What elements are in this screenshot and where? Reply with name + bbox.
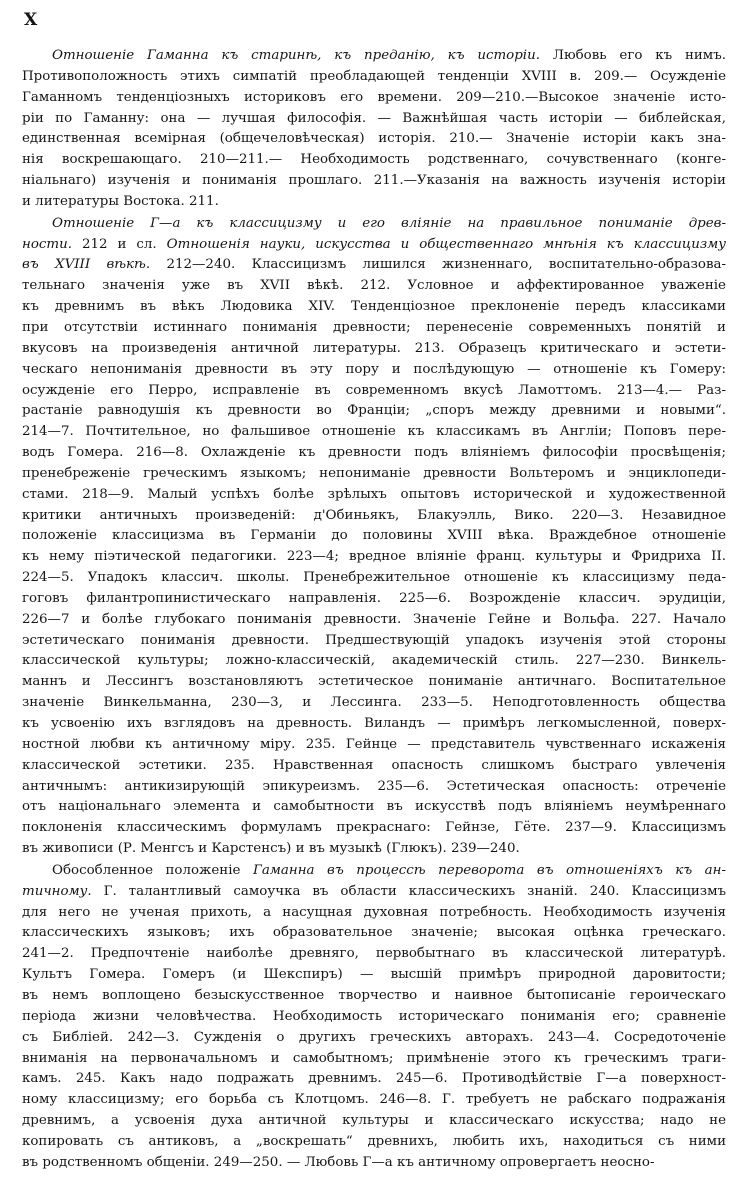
- text-run: Противоположность этихъ симпатій преобладающей тенденціи XVIII в. 209.— Осужденіе: [22, 68, 726, 84]
- text-line: [22, 339, 726, 360]
- text-run: камъ. 245. Какъ надо подражать древнимъ. 245—6. Противодѣйствіе Г—а поверхност-: [22, 1071, 726, 1087]
- text-run: значеніе Винкельманна, 230—3, и Лессинга. 233—5. Неподготовленность общества: [22, 695, 726, 711]
- text-line: [22, 797, 726, 818]
- text-run: классической эстетики. 235. Нравственная опасность слишкомъ быстраго увлеченія: [22, 757, 726, 773]
- text-line: [22, 401, 726, 422]
- text-run: ческаго непониманія древности въ эту пору и послѣдующую — отношеніе къ Гомеру:: [22, 361, 726, 377]
- text-run: и литературы Востока. 211.: [22, 193, 219, 209]
- text-line: [22, 297, 726, 318]
- text-line: [22, 1153, 726, 1174]
- text-line: [22, 109, 726, 130]
- text-run: водъ Гомера. 216—8. Охлажденіе къ древности подъ вліяніемъ философіи просвѣщенія;: [22, 445, 726, 461]
- text-line: [22, 903, 726, 924]
- text-line: [22, 1007, 726, 1028]
- text-run: гоговъ филантропинистическаго направленія. 225—6. Возрожденіе классич. эрудиціи,: [22, 590, 726, 606]
- text-run: съ Библіей. 242—3. Сужденія о другихъ греческихъ авторахъ. 243—4. Сосредоточеніе: [22, 1029, 726, 1045]
- text-line: [22, 485, 726, 506]
- text-line: [22, 631, 726, 652]
- text-line: [22, 46, 726, 67]
- text-line: [22, 1132, 726, 1153]
- text-run: копировать съ антиковъ, а „воскрешать“ древнихъ, любить ихъ, находиться съ ними: [22, 1133, 726, 1149]
- italic-run: Гаманна въ процессѣ переворота въ отношеніяхъ къ ан-: [252, 862, 726, 878]
- text-run: древнимъ, а усвоенія духа античной культуры и классическаго искусства; надо не: [22, 1113, 726, 1129]
- text-run: единственная всемірная (общечеловѣческая) исторія. 210.— Значеніе исторіи какъ зна-: [22, 131, 726, 147]
- text-line: [22, 1049, 726, 1070]
- text-run: маннъ и Лессингъ возстановляютъ эстетическое пониманіе античнаго. Воспитательное: [22, 674, 726, 690]
- text-line: [22, 422, 726, 443]
- text-line: [22, 651, 726, 672]
- italic-run: тичному.: [22, 883, 92, 899]
- text-run: вниманія на первоначальномъ и самобытномъ; примѣненіе этого къ греческимъ траги-: [22, 1050, 726, 1066]
- text-run: античнымъ: антикизирующій эпикуреизмъ. 235—6. Эстетическая опасность: отреченіе: [22, 778, 726, 794]
- text-run: поклоненія классическимъ формуламъ прекраснаго: Гейнзе, Гёте. 237—9. Классицизмъ: [22, 820, 726, 836]
- text-line: [22, 547, 726, 568]
- text-run: къ древнимъ въ вѣкъ Людовика XIV. Тенденціозное преклоненіе передъ классиками: [22, 299, 726, 315]
- text-run: стами. 218—9. Малый успѣхъ болѣе зрѣлыхъ опытовъ исторической и художественной: [22, 486, 726, 502]
- text-line: [22, 192, 726, 213]
- text-line: [22, 67, 726, 88]
- text-line: [22, 693, 726, 714]
- text-run: классическихъ языковъ; ихъ образовательное значеніе; высокая оцѣнка греческаго.: [22, 925, 726, 941]
- text-line: [22, 882, 726, 903]
- text-line: [22, 318, 726, 339]
- text-line: [22, 1090, 726, 1111]
- text-line: [22, 255, 726, 276]
- text-line: [22, 756, 726, 777]
- text-line: [22, 610, 726, 631]
- text-line: [22, 360, 726, 381]
- body-text: [22, 46, 726, 1174]
- text-line: [22, 1069, 726, 1090]
- text-line: [22, 777, 726, 798]
- text-line: [22, 276, 726, 297]
- italic-run: ности.: [22, 236, 72, 252]
- text-line: [22, 818, 726, 839]
- text-run: положеніе классицизма въ Германіи до половины XVIII вѣка. Враждебное отношеніе: [22, 528, 726, 544]
- text-run: Г. талантливый самоучка въ области классическихъ знаній. 240. Классицизмъ: [91, 883, 726, 899]
- text-line: [22, 464, 726, 485]
- text-line: [22, 944, 726, 965]
- text-line: [22, 171, 726, 192]
- text-line: [22, 1028, 726, 1049]
- text-run: ностной любви къ античному міру. 235. Гейнце — представитель чувственнаго искаженія: [22, 736, 726, 752]
- text-run: тельнаго значенія уже въ XVII вѣкѣ. 212. Условное и аффектированное уваженіе: [22, 278, 726, 294]
- text-run: въ родственномъ общеніи. 249—250. — Любовь Г—а къ античному опровергаетъ неосно-: [22, 1154, 655, 1170]
- text-line: [22, 714, 726, 735]
- paragraph: [22, 861, 726, 1174]
- text-run: отъ національнаго элемента и самобытности въ искусствѣ подъ вліяніемъ неумѣреннаго: [22, 799, 726, 815]
- text-run: 241—2. Предпочтеніе наиболѣе древняго, первобытнаго въ классической литературѣ.: [22, 946, 726, 962]
- text-run: Культъ Гомера. Гомеръ (и Шекспиръ) — высшій примѣръ природной даровитости;: [22, 967, 726, 983]
- text-line: [22, 672, 726, 693]
- text-run: пренебреженіе греческимъ языкомъ; непониманіе древности Вольтеромъ и энциклопеди-: [22, 465, 726, 481]
- text-run: ному классицизму; его борьба съ Клотцомъ. 246—8. Г. требуетъ не рабскаго подражанія: [22, 1092, 726, 1108]
- text-run: въ живописи (Р. Менгсъ и Карстенсъ) и въ музыкѣ (Глюкъ). 239—240.: [22, 841, 520, 857]
- text-run: въ немъ воплощено безыскусственное творчество и наивное бытописаніе героическаго: [22, 987, 726, 1003]
- text-line: [22, 506, 726, 527]
- text-line: [22, 923, 726, 944]
- italic-run: Отношенія науки, искусства и общественнаго мнѣнія къ классицизму: [166, 236, 726, 252]
- text-line: [22, 214, 726, 235]
- text-line: [22, 129, 726, 150]
- text-run: періода жизни человѣчества. Необходимость историческаго пониманія его; сравненіе: [22, 1008, 726, 1024]
- text-run: нія воскрешающаго. 210—211.— Необходимость родственнаго, сочувственнаго (конге-: [22, 152, 726, 168]
- text-run: 214—7. Почтительное, но фальшивое отношеніе къ классикамъ въ Англіи; Поповъ пере-: [22, 424, 726, 440]
- text-run: растаніе равнодушія къ древности во Франціи; „споръ между древними и новыми“.: [22, 403, 726, 419]
- text-run: для него не ученая прихоть, а насущная духовная потребность. Необходимость изученія: [22, 904, 726, 920]
- paragraph: [22, 46, 726, 213]
- text-run: 212 и сл.: [71, 236, 167, 252]
- text-line: [22, 568, 726, 589]
- text-line: [22, 526, 726, 547]
- italic-run: Отношеніе Гаманна къ старинѣ, къ преданію, къ исторіи.: [52, 48, 540, 63]
- page-folio: X: [24, 10, 38, 30]
- text-line: [22, 839, 726, 860]
- text-run: при отсутствіи истиннаго пониманія древности; перенесеніе современныхъ понятій и: [22, 319, 726, 335]
- text-line: [22, 150, 726, 171]
- text-run: къ усвоенію ихъ взглядовъ на древность. Виландъ — примѣръ легкомысленной, поверх-: [22, 716, 726, 731]
- text-run: 224—5. Упадокъ классич. школы. Пренебрежительное отношеніе къ классицизму педа-: [22, 570, 726, 586]
- text-run: эстетическаго пониманія древности. Предшествующій упадокъ изученія этой стороны: [22, 632, 726, 648]
- text-run: Обособленное положеніе: [52, 862, 253, 878]
- text-line: [22, 1111, 726, 1132]
- italic-run: въ XVIII вѣкѣ.: [22, 257, 151, 273]
- text-line: [22, 88, 726, 109]
- paragraph: [22, 214, 726, 860]
- text-line: [22, 443, 726, 464]
- text-line: [22, 735, 726, 756]
- text-run: ріи по Гаманну: она — лучшая философія. — Важнѣйшая часть исторіи — библейская,: [22, 110, 726, 126]
- text-run: осужденіе его Перро, исправленіе въ современномъ вкусѣ Ламоттомъ. 213—4.— Раз-: [22, 382, 726, 398]
- text-run: вкусовъ на произведенія античной литературы. 213. Образецъ критическаго и эстети-: [22, 340, 726, 356]
- text-run: 212—240. Классицизмъ лишился жизненнаго, воспитательно-образова-: [150, 257, 726, 273]
- text-line: [22, 589, 726, 610]
- text-run: классической культуры; ложно-классическій, академическій стиль. 227—230. Винкель-: [22, 653, 726, 669]
- text-run: Любовь его къ нимъ.: [539, 48, 726, 63]
- text-run: критики античныхъ произведеній: д'Обиньякъ, Блакуэлль, Вико. 220—3. Незавидное: [22, 507, 726, 523]
- text-line: [22, 986, 726, 1007]
- text-line: [22, 861, 726, 882]
- text-run: ніальнаго) изученія и пониманія прошлаго. 211.—Указанія на важность изученія исторіи: [22, 173, 726, 189]
- text-run: 226—7 и болѣе глубокаго пониманія древности. Значеніе Гейне и Вольфа. 227. Начало: [22, 611, 726, 627]
- text-line: [22, 381, 726, 402]
- text-line: [22, 235, 726, 256]
- text-run: Гаманномъ тенденціозныхъ историковъ его времени. 209—210.—Высокое значеніе исто-: [22, 89, 726, 105]
- text-line: [22, 965, 726, 986]
- text-run: къ нему піэтической педагогики. 223—4; вредное вліяніе франц. культуры и Фридриха II.: [22, 549, 726, 565]
- italic-run: Отношеніе Г—а къ классицизму и его вліяніе на правильное пониманіе древ-: [52, 215, 726, 231]
